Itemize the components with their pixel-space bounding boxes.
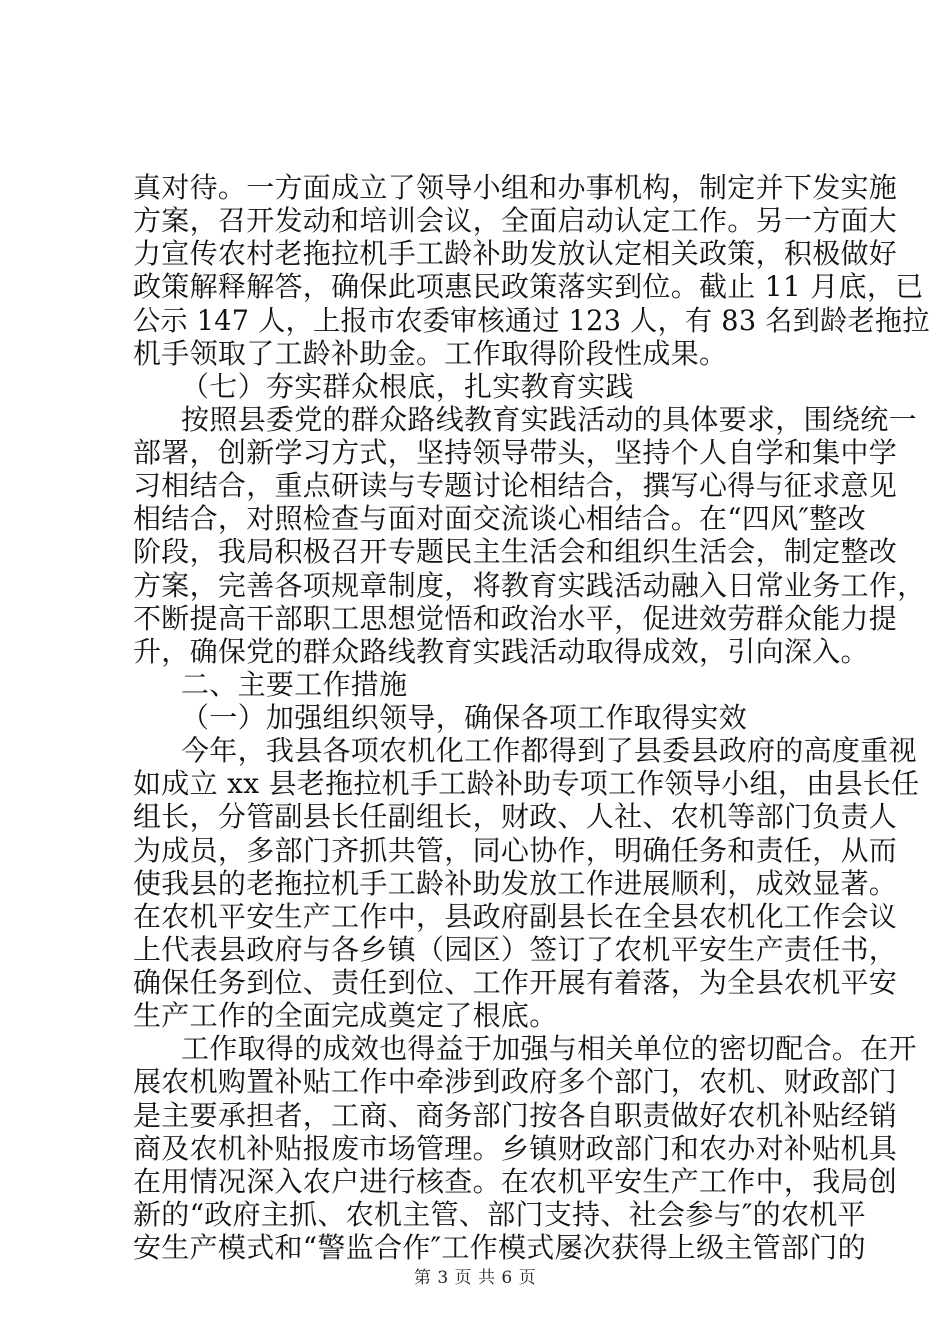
text-line: 政策解释解答，确保此项惠民政策落实到位。截止 11 月底，已 — [133, 270, 924, 303]
text-line: 为成员，多部门齐抓共管，同心协作，明确任务和责任，从而 — [133, 834, 898, 867]
text-line: 公示 147 人，上报市农委审核通过 123 人，有 83 名到龄老拖拉 — [133, 304, 930, 337]
text-line: 生产工作的全面完成奠定了根底。 — [133, 999, 558, 1032]
text-line: 如成立 xx 县老拖拉机手工龄补助专项工作领导小组，由县长任 — [133, 767, 920, 800]
text-line: 商及农机补贴报废市场管理。乡镇财政部门和农办对补贴机具 — [133, 1132, 898, 1165]
text-line: 安生产模式和“警监合作″工作模式屡次获得上级主管部门的 — [133, 1231, 866, 1264]
text-line: 新的“政府主抓、农机主管、部门支持、社会参与″的农机平 — [133, 1198, 866, 1231]
text-line: 部署，创新学习方式，坚持领导带头，坚持个人自学和集中学 — [133, 436, 898, 469]
page-footer: 第 3 页 共 6 页 — [413, 1268, 537, 1288]
section-heading: （七）夯实群众根底，扎实教育实践 — [181, 370, 634, 403]
text-line: 相结合，对照检查与面对面交流谈心相结合。在“四风″整改 — [133, 502, 866, 535]
paragraph-first-line: 工作取得的成效也得益于加强与相关单位的密切配合。在开 — [181, 1032, 917, 1065]
text-line: 在用情况深入农户进行核查。在农机平安生产工作中，我局创 — [133, 1165, 898, 1198]
text-line: 方案，完善各项规章制度，将教育实践活动融入日常业务工作， — [133, 569, 926, 602]
subsection-heading: （一）加强组织领导，确保各项工作取得实效 — [181, 701, 748, 734]
text-line: 上代表县政府与各乡镇（园区）签订了农机平安生产责任书， — [133, 933, 898, 966]
section-heading: 二、主要工作措施 — [181, 668, 408, 701]
text-line: 阶段，我局积极召开专题民主生活会和组织生活会，制定整改 — [133, 535, 898, 568]
text-line: 不断提高干部职工思想觉悟和政治水平，促进效劳群众能力提 — [133, 602, 898, 635]
text-line: 在农机平安生产工作中，县政府副县长在全县农机化工作会议 — [133, 900, 898, 933]
text-line: 组长，分管副县长任副组长，财政、人社、农机等部门负责人 — [133, 800, 898, 833]
text-line: 真对待。一方面成立了领导小组和办事机构，制定并下发实施 — [133, 171, 898, 204]
text-line: 升，确保党的群众路线教育实践活动取得成效，引向深入。 — [133, 635, 869, 668]
text-line: 展农机购置补贴工作中牵涉到政府多个部门，农机、财政部门 — [133, 1065, 898, 1098]
text-line: 习相结合，重点研读与专题讨论相结合，撰写心得与征求意见 — [133, 469, 898, 502]
text-line: 方案，召开发动和培训会议，全面启动认定工作。另一方面大 — [133, 204, 898, 237]
text-line: 力宣传农村老拖拉机手工龄补助发放认定相关政策，积极做好 — [133, 237, 898, 270]
text-line: 机手领取了工龄补助金。工作取得阶段性成果。 — [133, 337, 728, 370]
text-line: 是主要承担者，工商、商务部门按各自职责做好农机补贴经销 — [133, 1099, 898, 1132]
paragraph-first-line: 今年，我县各项农机化工作都得到了县委县政府的高度重视 — [181, 734, 917, 767]
paragraph-first-line: 按照县委党的群众路线教育实践活动的具体要求，围绕统一 — [181, 403, 917, 436]
text-line: 确保任务到位、责任到位、工作开展有着落，为全县农机平安 — [133, 966, 898, 999]
text-line: 使我县的老拖拉机手工龄补助发放工作进展顺利，成效显著。 — [133, 867, 898, 900]
